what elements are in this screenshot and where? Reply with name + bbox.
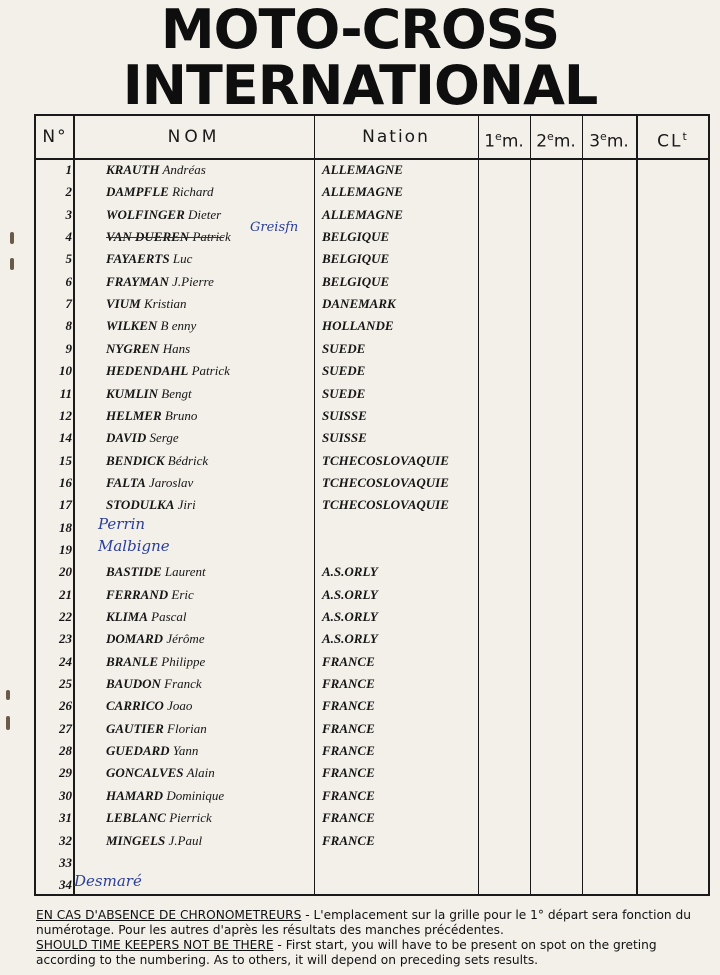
rider-firstname: Franck (164, 676, 202, 692)
header-manche-2 (530, 116, 582, 158)
rider-name (106, 450, 208, 472)
footer-english (36, 938, 702, 968)
rider-name (106, 762, 215, 784)
handwritten-note: Perrin (98, 514, 146, 533)
header-num: N° (42, 127, 68, 147)
rider-number: 29 (59, 765, 72, 781)
rider-surname: GUEDARD (106, 743, 170, 759)
rider-firstname: Philippe (161, 653, 206, 669)
rider-nation: DANEMARK (322, 296, 396, 312)
rider-nation: BELGIQUE (322, 273, 390, 289)
rider-number: 3 (65, 206, 72, 222)
rider-surname: BASTIDE (106, 564, 162, 580)
rider-firstname: Dominique (166, 787, 225, 803)
rider-surname: BRANLE (106, 653, 159, 669)
table-row (36, 338, 708, 360)
header-manche-2-num: 2 (536, 131, 548, 152)
rider-number: 22 (59, 609, 72, 624)
rider-nation: FRANCE (322, 676, 375, 692)
rider-name (106, 494, 196, 516)
rider-surname: BAUDON (106, 676, 161, 692)
rider-name (106, 695, 192, 717)
table-row (36, 494, 708, 516)
rider-surname: LEBLANC (106, 810, 166, 826)
table-row (36, 762, 708, 784)
rider-number: 18 (59, 519, 72, 535)
rider-surname: VAN DUEREN (106, 229, 190, 245)
rider-surname: STODULKA (106, 497, 175, 513)
rider-surname: HELMER (106, 407, 162, 423)
rider-number: 8 (65, 318, 72, 334)
rider-surname: CARRICO (106, 698, 164, 714)
rider-name (106, 472, 193, 494)
rider-nation: TCHECOSLOVAQUIE (322, 497, 449, 513)
rider-name (106, 248, 192, 270)
rider-surname: KUMLIN (106, 385, 159, 401)
rider-surname: HEDENDAHL (106, 363, 189, 379)
rider-name (106, 293, 187, 315)
rider-firstname: Serge (149, 430, 179, 446)
rider-number: 23 (59, 631, 72, 647)
rider-firstname: Laurent (164, 564, 206, 580)
table-row (36, 514, 708, 539)
rider-name (106, 584, 194, 606)
table-row (36, 695, 708, 717)
rider-name (106, 181, 214, 203)
rider-surname: DAVID (106, 430, 147, 446)
rider-name (106, 405, 197, 427)
rider-name (106, 271, 214, 293)
table-row (36, 874, 708, 896)
rider-surname: FERRAND (106, 586, 169, 602)
rider-name (106, 628, 205, 650)
table-row (36, 405, 708, 427)
rider-number: 33 (59, 854, 72, 870)
rider-name (106, 718, 207, 740)
footer-english-text: - First start, you will have to be present on spot on the greting according to the numbering. As to others, it will depend on preceding sets results. (36, 938, 657, 967)
rider-number: 34 (59, 877, 72, 893)
rider-surname: NYGREN (106, 340, 160, 356)
rider-number: 1 (65, 162, 72, 177)
rider-nation: A.S.ORLY (322, 586, 378, 602)
title-line-1: MOTO-CROSS (160, 0, 560, 61)
rider-firstname: Hans (162, 340, 191, 356)
table-row (36, 628, 708, 650)
handwritten-note: Malbigne (98, 536, 170, 555)
rider-nation: ALLEMAGNE (322, 206, 403, 222)
table-header (36, 116, 708, 160)
rider-nation: SUEDE (322, 363, 366, 379)
table-row (36, 561, 708, 583)
rider-firstname: Yann (172, 743, 199, 759)
rider-name (106, 673, 202, 695)
rider-firstname: B enny (160, 318, 197, 334)
header-manche-1 (478, 116, 530, 158)
rider-surname: KLIMA (106, 609, 148, 624)
header-name: NOM (167, 127, 221, 147)
rider-firstname: Alain (186, 765, 215, 781)
rider-surname: WILKEN (106, 318, 158, 334)
rider-nation: BELGIQUE (322, 229, 390, 245)
rider-nation: SUISSE (322, 407, 367, 423)
rider-number: 30 (59, 787, 72, 803)
rider-surname: FAYAERTS (106, 251, 170, 267)
rider-number: 12 (59, 407, 72, 423)
rider-firstname: Jiri (177, 497, 196, 513)
rider-surname: WOLFINGER (106, 206, 185, 222)
rider-firstname: Luc (172, 251, 193, 267)
rider-number: 32 (59, 832, 72, 848)
punch-mark (10, 232, 14, 244)
rider-number: 14 (59, 430, 72, 446)
footer-notice (36, 908, 702, 968)
rider-surname: VIUM (106, 296, 141, 312)
rider-nation: A.S.ORLY (322, 609, 378, 624)
table-row (36, 383, 708, 405)
table-row (36, 181, 708, 203)
rider-number: 31 (59, 810, 72, 826)
rider-name (106, 159, 206, 181)
rider-name (106, 360, 230, 382)
rider-name (106, 561, 206, 583)
rider-nation: BELGIQUE (322, 251, 390, 267)
rider-surname: GAUTIER (106, 720, 164, 736)
rider-number: 2 (65, 184, 72, 200)
rider-nation: FRANCE (322, 787, 375, 803)
rider-firstname: Eric (171, 586, 194, 602)
rider-nation: HOLLANDE (322, 318, 394, 334)
rider-firstname: Kristian (143, 296, 187, 312)
table-row (36, 718, 708, 740)
rider-nation: FRANCE (322, 810, 375, 826)
rider-number: 4 (65, 229, 72, 245)
table-row (36, 248, 708, 270)
table-row (36, 450, 708, 472)
table-row (36, 606, 708, 628)
header-manche-2-suffix: m. (553, 131, 576, 152)
table-row (36, 673, 708, 695)
footer-french (36, 908, 702, 938)
table-row (36, 220, 708, 248)
rider-number: 9 (65, 340, 72, 356)
rider-name (106, 830, 202, 852)
rider-firstname: Andréas (162, 162, 206, 177)
table-row (36, 536, 708, 561)
footer-french-text: - L'emplacement sur la grille pour le 1° départ sera fonction du numérotage. Pour les autres d'après les résultats des manches précédentes. (36, 908, 691, 937)
rider-name (106, 606, 187, 628)
header-manche-3 (582, 116, 636, 158)
table-row (36, 315, 708, 337)
rider-nation: FRANCE (322, 743, 375, 759)
rider-nation: A.S.ORLY (322, 564, 378, 580)
rider-name (106, 807, 212, 829)
handwritten-note: Desmaré (74, 872, 142, 891)
table-row (36, 293, 708, 315)
rider-surname: MINGELS (106, 832, 166, 848)
table-row (36, 830, 708, 852)
rider-surname: DOMARD (106, 631, 164, 647)
rider-nation: FRANCE (322, 698, 375, 714)
rider-number: 25 (59, 676, 72, 692)
rider-name (106, 315, 196, 337)
rider-number: 5 (65, 251, 72, 267)
header-nation: Nation (362, 127, 430, 147)
rider-nation: FRANCE (322, 832, 375, 848)
rider-nation: SUEDE (322, 385, 366, 401)
rider-firstname: J.Paul (168, 832, 203, 848)
table-row (36, 271, 708, 293)
rider-firstname: Patrick (191, 363, 230, 379)
table-row (36, 204, 708, 226)
rider-nation: FRANCE (322, 653, 375, 669)
rider-name (106, 785, 224, 807)
rider-number: 24 (59, 653, 72, 669)
rider-nation: ALLEMAGNE (322, 162, 403, 177)
rider-firstname: Bengt (161, 385, 192, 401)
header-classement-label: CL (657, 131, 683, 152)
footer-french-lead: EN CAS D'ABSENCE DE CHRONOMETREURS (36, 908, 302, 922)
table-row (36, 159, 708, 181)
rider-firstname: Bédrick (167, 452, 209, 468)
rider-surname: BENDICK (106, 452, 165, 468)
table-row (36, 807, 708, 829)
header-manche-1-suffix: m. (501, 131, 524, 152)
table-row (36, 740, 708, 762)
rider-number: 20 (59, 564, 72, 580)
rider-surname: KRAUTH (106, 162, 160, 177)
table-row (36, 785, 708, 807)
rider-number: 15 (59, 452, 72, 468)
rider-firstname: Jaroslav (149, 474, 194, 490)
punch-mark (6, 690, 10, 700)
rider-number: 28 (59, 743, 72, 759)
header-classement-sup: t (682, 130, 687, 143)
table-row (36, 472, 708, 494)
rider-firstname: Pierrick (169, 810, 212, 826)
rider-nation: TCHECOSLOVAQUIE (322, 452, 449, 468)
table-row (36, 651, 708, 673)
rider-number: 6 (65, 273, 72, 289)
header-manche-3-sup: e (600, 130, 607, 143)
header-manche-1-sup: e (495, 130, 502, 143)
handwritten-note: Greisfn (250, 220, 299, 236)
header-manche-2-sup: e (547, 130, 554, 143)
rider-name (106, 427, 179, 449)
rider-number: 16 (59, 474, 72, 490)
rider-surname: FALTA (106, 474, 146, 490)
rider-nation: TCHECOSLOVAQUIE (322, 474, 449, 490)
rider-number: 26 (59, 698, 72, 714)
strikethrough-mark (106, 237, 224, 238)
rider-firstname: Florian (167, 720, 207, 736)
rider-number: 10 (59, 363, 72, 379)
rider-name (106, 740, 198, 762)
rider-nation: ALLEMAGNE (322, 184, 403, 200)
table-row (36, 360, 708, 382)
rider-surname: GONCALVES (106, 765, 184, 781)
rider-firstname: Pascal (151, 609, 187, 624)
rider-firstname: Dieter (188, 206, 222, 222)
header-classement (636, 116, 708, 158)
table-row (36, 427, 708, 449)
punch-mark (6, 716, 10, 730)
rider-number: 27 (59, 720, 72, 736)
rider-number: 17 (59, 497, 72, 513)
rider-nation: SUEDE (322, 340, 366, 356)
header-manche-3-suffix: m. (606, 131, 629, 152)
table-row (36, 852, 708, 874)
rider-number: 21 (59, 586, 72, 602)
rider-name (106, 651, 205, 673)
rider-firstname: Jérôme (166, 631, 205, 647)
rider-firstname: Patrick (192, 229, 231, 245)
rider-surname: FRAYMAN (106, 273, 169, 289)
rider-firstname: Richard (172, 184, 214, 200)
footer-english-lead: SHOULD TIME KEEPERS NOT BE THERE (36, 938, 274, 952)
rider-nation: FRANCE (322, 720, 375, 736)
rider-firstname: Bruno (164, 407, 198, 423)
rider-name (106, 383, 192, 405)
rider-nation: A.S.ORLY (322, 631, 378, 647)
rider-surname: DAMPFLE (106, 184, 169, 200)
title-line-2: INTERNATIONAL (122, 54, 598, 117)
rider-nation: SUISSE (322, 430, 367, 446)
riders-table (34, 114, 710, 896)
rider-firstname: J.Pierre (172, 273, 214, 289)
header-manche-3-num: 3 (589, 131, 601, 152)
table-row (36, 584, 708, 606)
rider-name (106, 204, 221, 226)
rider-nation: FRANCE (322, 765, 375, 781)
punch-mark (10, 258, 14, 270)
rider-name (106, 338, 190, 360)
rider-number: 19 (59, 541, 72, 557)
rider-surname: HAMARD (106, 787, 164, 803)
rider-firstname: Joao (167, 698, 193, 714)
rider-number: 11 (59, 385, 72, 401)
header-manche-1-num: 1 (484, 131, 496, 152)
rider-number: 7 (65, 296, 72, 312)
